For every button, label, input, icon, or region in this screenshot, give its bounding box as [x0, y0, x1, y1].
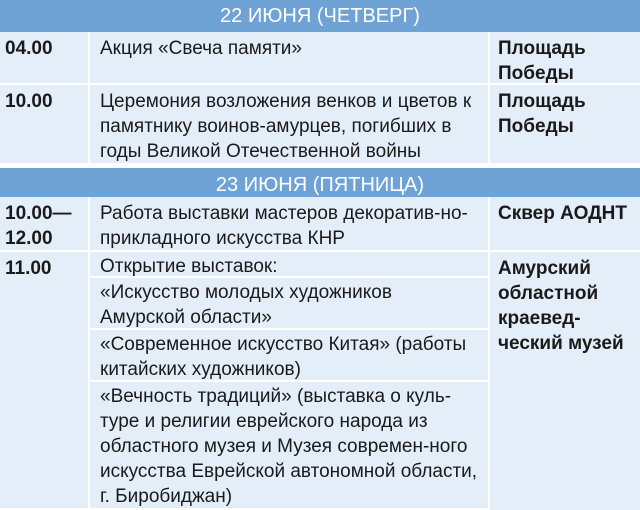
event-place: Сквер АОДНТ — [490, 197, 640, 252]
event-title: Церемония возложения венков и цветов к памятнику воинов-амурцев, погибших в годы Великой Отечественной войны — [88, 85, 490, 165]
event-row — [0, 85, 640, 165]
event-title: Акция «Свеча памяти» — [88, 32, 490, 85]
event-time: 10.00 — [0, 85, 88, 165]
event-time: 04.00 — [0, 32, 88, 85]
event-time: 10.00—12.00 — [0, 197, 88, 252]
event-row — [0, 32, 640, 85]
day-header-june-23: 23 ИЮНЯ (ПЯТНИЦА) — [0, 165, 640, 197]
event-row — [0, 252, 640, 510]
event-time: 11.00 — [0, 252, 88, 510]
exhibition-item: «Искусство молодых художников Амурской области» — [88, 278, 490, 330]
event-title: Открытие выставок: — [88, 252, 490, 278]
exhibition-item: «Вечность традиций» (выставка о куль-туре и религии еврейского народа из областного музея и Музея современ-ного искусства Еврейской автономной области, г. Биробиджан) — [88, 382, 490, 510]
event-title: Работа выставки мастеров декоратив-но-прикладного искусства КНР — [88, 197, 490, 252]
event-place: Площадь Победы — [490, 32, 640, 85]
day-header-june-22: 22 ИЮНЯ (ЧЕТВЕРГ) — [0, 0, 640, 32]
event-place: Амурский областной краевед-ческий музей — [498, 258, 624, 354]
event-place: Площадь Победы — [490, 85, 640, 165]
event-row — [0, 197, 640, 252]
exhibition-item: «Современное искусство Китая» (работы китайских художников) — [88, 330, 490, 382]
